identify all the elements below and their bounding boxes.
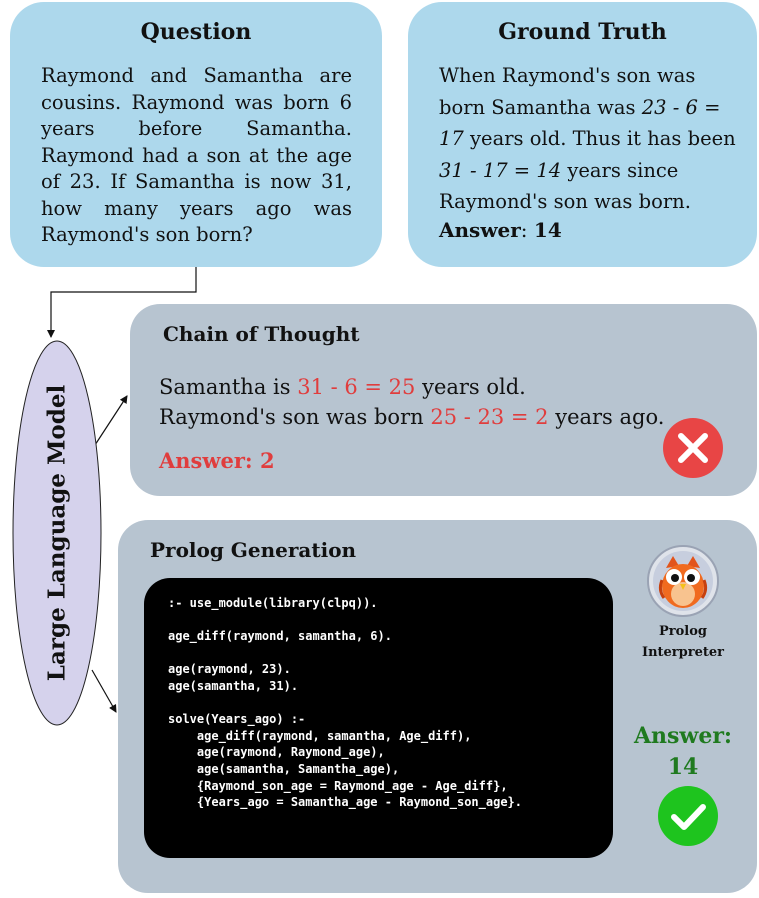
cot-line2-suffix: years ago.	[548, 405, 665, 429]
ground-truth-title: Ground Truth	[498, 19, 667, 45]
cot-line1-prefix: Samantha is	[159, 375, 298, 399]
chain-of-thought-box	[130, 304, 757, 496]
ground-truth-expr1: 23 - 6 = 17	[439, 95, 721, 150]
prolog-generation-box	[118, 520, 757, 893]
chain-of-thought-lines	[159, 372, 664, 432]
ground-truth-text	[439, 60, 737, 218]
prolog-answer-label: Answer:	[633, 723, 733, 749]
question-text: Raymond and Samantha are cousins. Raymond was born 6 years before Samantha. Raymond had a son at the age of 23. If Samantha is now 31, how many years ago was Raymond's son born?	[41, 64, 352, 246]
prolog-generation-title: Prolog Generation	[150, 538, 357, 562]
interpreter-line2: Interpreter	[642, 645, 724, 660]
question-box	[10, 2, 382, 267]
prolog-answer	[618, 721, 748, 783]
prolog-interpreter-label	[623, 621, 743, 663]
ground-truth-line3: years since Raymond's son was born.	[439, 158, 691, 213]
ground-truth-line1: When Raymond's son was born Samantha was	[439, 64, 696, 119]
prolog-code-block	[144, 578, 613, 858]
owl-icon	[646, 544, 720, 618]
cot-line1-expr: 31 - 6 = 25	[297, 375, 416, 399]
interpreter-line1: Prolog	[659, 624, 707, 639]
ground-truth-answer-sep: :	[520, 218, 534, 242]
ground-truth-expr2: 31 - 17 = 14	[439, 158, 562, 182]
ground-truth-line2: years old. Thus it has been	[463, 127, 736, 150]
prolog-answer-value: 14	[667, 754, 699, 780]
cot-line-2	[159, 402, 664, 432]
cot-line2-prefix: Raymond's son was born	[159, 405, 431, 429]
ground-truth-answer-value: 14	[533, 218, 562, 242]
ground-truth-answer-label: Answer	[439, 218, 521, 242]
ground-truth-answer	[439, 218, 562, 242]
chain-of-thought-title: Chain of Thought	[163, 322, 360, 346]
question-title: Question	[140, 19, 252, 45]
cross-icon	[662, 417, 724, 479]
ground-truth-box	[408, 2, 757, 267]
cot-line1-suffix: years old.	[415, 375, 526, 399]
cot-line-1	[159, 372, 664, 402]
cot-line2-expr: 25 - 23 = 2	[430, 405, 549, 429]
cot-answer: Answer: 2	[159, 448, 275, 473]
prolog-code: :- use_module(library(clpq)). age_diff(raymond, samantha, 6). age(raymond, 23). age(samantha, 31). solve(Years_ago) :- age_diff(raymond, samantha, Age_diff), age(raymond, Raymond_age), age(samantha, Samantha_age), {Raymond_son_age = Raymond_age - Age_diff}, {Years_ago = Samantha_age - Raymond_son_age}.	[168, 596, 523, 810]
llm-label: Large Language Model	[43, 384, 71, 682]
check-icon	[657, 785, 719, 847]
